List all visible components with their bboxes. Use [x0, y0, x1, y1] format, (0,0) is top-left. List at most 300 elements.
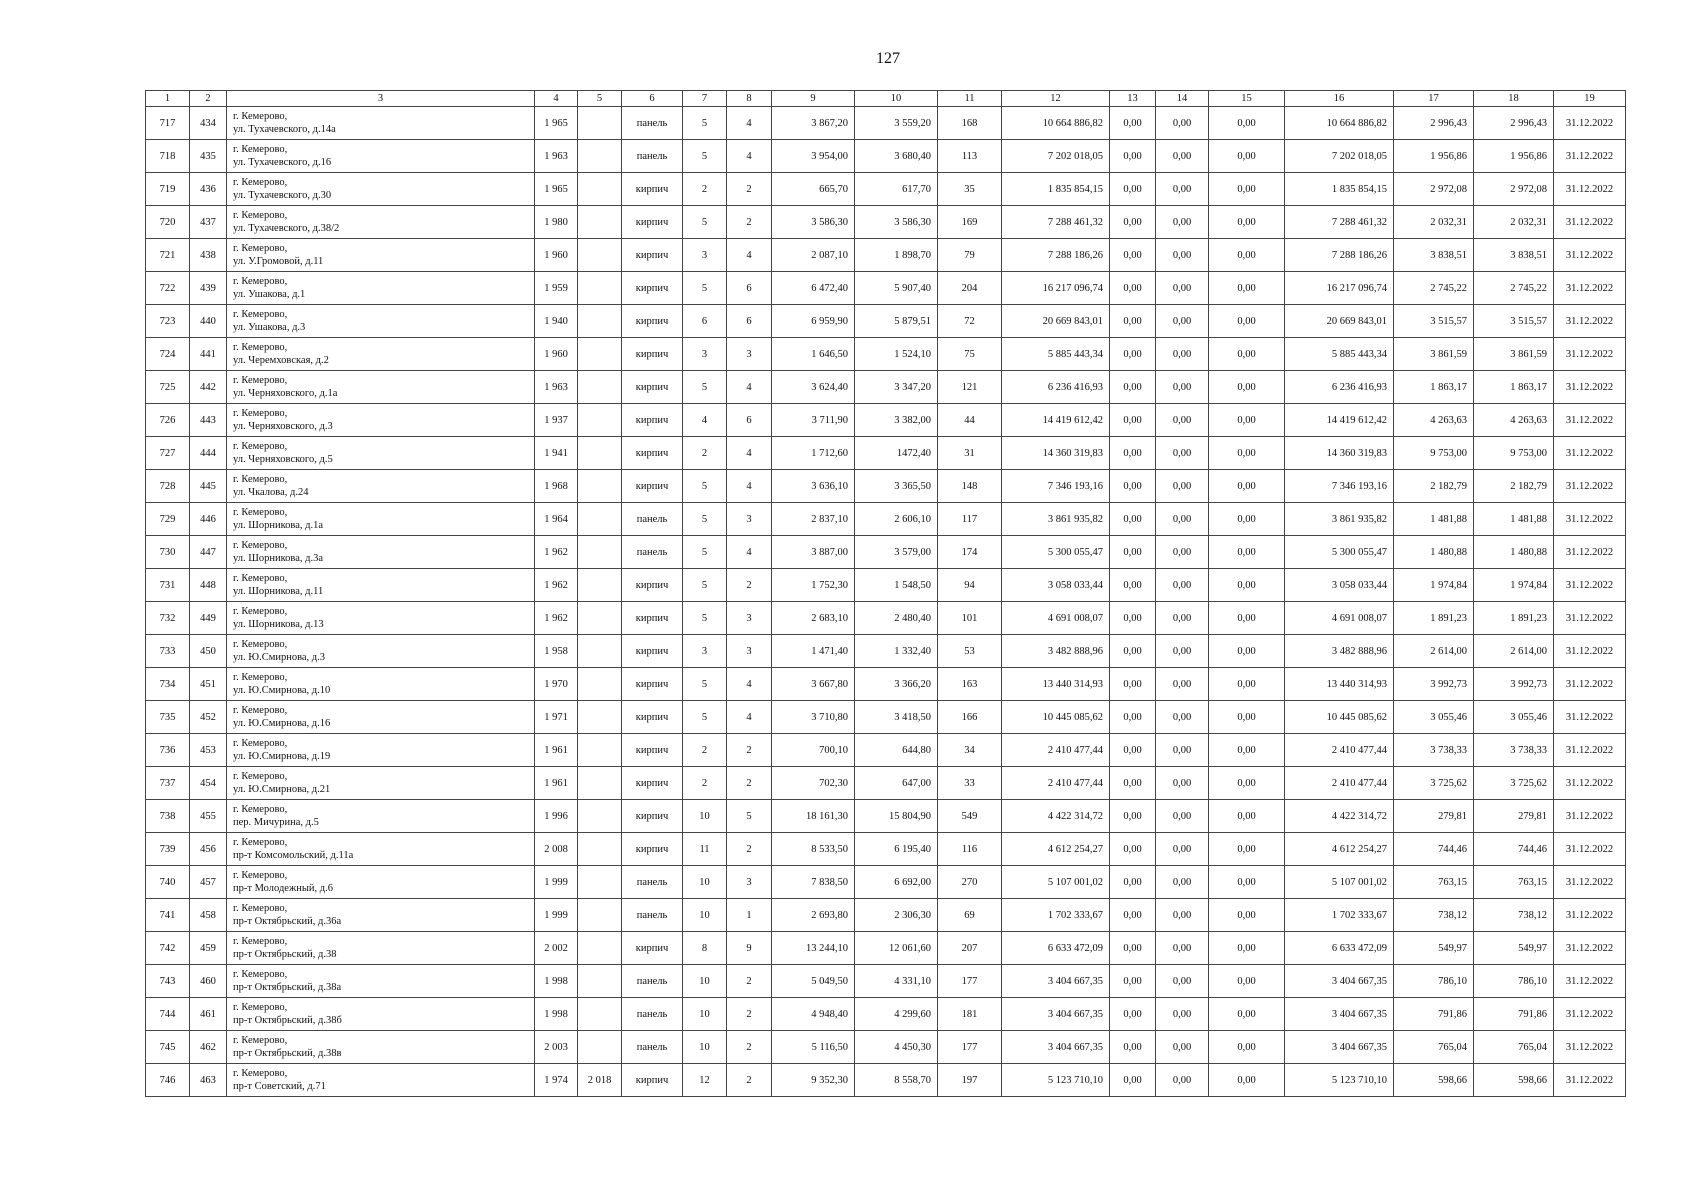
table-row	[146, 569, 1626, 602]
cell-col-11: 181	[938, 998, 1002, 1031]
address-street: пр-т Комсомольский, д.11а	[233, 850, 354, 861]
cell-col-7: 4	[683, 404, 727, 437]
cell-col-6: кирпич	[622, 470, 683, 503]
cell-col-16: 2 410 477,44	[1285, 767, 1394, 800]
cell-col-1: 726	[146, 404, 190, 437]
table-row	[146, 668, 1626, 701]
cell-col-8: 2	[727, 173, 772, 206]
table-row	[146, 767, 1626, 800]
cell-col-6: панель	[622, 536, 683, 569]
table-row	[146, 701, 1626, 734]
cell-col-6: панель	[622, 1031, 683, 1064]
cell-col-4: 2 003	[535, 1031, 578, 1064]
cell-col-7: 10	[683, 800, 727, 833]
cell-col-13: 0,00	[1110, 866, 1156, 899]
address-city: г. Кемерово,	[233, 441, 288, 452]
cell-col-5	[578, 239, 622, 272]
cell-col-14: 0,00	[1156, 404, 1209, 437]
cell-col-5	[578, 833, 622, 866]
cell-col-17: 4 263,63	[1394, 404, 1474, 437]
cell-col-9: 3 711,90	[772, 404, 855, 437]
table-row	[146, 833, 1626, 866]
cell-col-1: 743	[146, 965, 190, 998]
cell-col-10: 6 692,00	[855, 866, 938, 899]
cell-col-1: 725	[146, 371, 190, 404]
cell-col-5	[578, 338, 622, 371]
cell-col-4: 1 941	[535, 437, 578, 470]
cell-col-2: 459	[190, 932, 227, 965]
cell-col-14: 0,00	[1156, 998, 1209, 1031]
cell-col-10: 4 450,30	[855, 1031, 938, 1064]
column-header-13: 13	[1110, 91, 1156, 107]
cell-col-10: 2 306,30	[855, 899, 938, 932]
address-cell	[227, 437, 535, 470]
column-number-row	[146, 91, 1626, 107]
address-street: ул. Черняховского, д.3	[233, 421, 333, 432]
address-city: г. Кемерово,	[233, 903, 288, 914]
cell-col-9: 8 533,50	[772, 833, 855, 866]
cell-col-18: 744,46	[1474, 833, 1554, 866]
address-cell	[227, 1064, 535, 1097]
cell-col-19: 31.12.2022	[1554, 107, 1626, 140]
cell-col-14: 0,00	[1156, 899, 1209, 932]
cell-col-1: 736	[146, 734, 190, 767]
cell-col-1: 733	[146, 635, 190, 668]
cell-col-12: 3 404 667,35	[1002, 965, 1110, 998]
cell-col-15: 0,00	[1209, 833, 1285, 866]
cell-col-6: кирпич	[622, 932, 683, 965]
cell-col-1: 721	[146, 239, 190, 272]
cell-col-5	[578, 734, 622, 767]
cell-col-9: 4 948,40	[772, 998, 855, 1031]
cell-col-17: 2 032,31	[1394, 206, 1474, 239]
cell-col-12: 2 410 477,44	[1002, 734, 1110, 767]
cell-col-13: 0,00	[1110, 536, 1156, 569]
cell-col-4: 1 964	[535, 503, 578, 536]
address-city: г. Кемерово,	[233, 309, 288, 320]
address-cell	[227, 635, 535, 668]
cell-col-11: 101	[938, 602, 1002, 635]
cell-col-13: 0,00	[1110, 734, 1156, 767]
cell-col-18: 9 753,00	[1474, 437, 1554, 470]
cell-col-5	[578, 173, 622, 206]
cell-col-1: 729	[146, 503, 190, 536]
table-row	[146, 206, 1626, 239]
address-street: ул. Тухачевского, д.38/2	[233, 223, 340, 234]
cell-col-2: 438	[190, 239, 227, 272]
address-city: г. Кемерово,	[233, 672, 288, 683]
table-row	[146, 371, 1626, 404]
cell-col-13: 0,00	[1110, 635, 1156, 668]
cell-col-18: 2 032,31	[1474, 206, 1554, 239]
cell-col-6: кирпич	[622, 602, 683, 635]
address-cell	[227, 800, 535, 833]
cell-col-14: 0,00	[1156, 833, 1209, 866]
cell-col-12: 7 288 461,32	[1002, 206, 1110, 239]
cell-col-19: 31.12.2022	[1554, 701, 1626, 734]
cell-col-8: 2	[727, 965, 772, 998]
address-city: г. Кемерово,	[233, 573, 288, 584]
cell-col-14: 0,00	[1156, 1064, 1209, 1097]
address-street: пр-т Молодежный, д.6	[233, 883, 333, 894]
cell-col-9: 7 838,50	[772, 866, 855, 899]
cell-col-6: кирпич	[622, 767, 683, 800]
cell-col-15: 0,00	[1209, 272, 1285, 305]
cell-col-7: 2	[683, 437, 727, 470]
cell-col-18: 738,12	[1474, 899, 1554, 932]
table-row	[146, 239, 1626, 272]
cell-col-13: 0,00	[1110, 338, 1156, 371]
cell-col-7: 5	[683, 206, 727, 239]
cell-col-18: 3 055,46	[1474, 701, 1554, 734]
cell-col-12: 4 612 254,27	[1002, 833, 1110, 866]
cell-col-16: 3 404 667,35	[1285, 998, 1394, 1031]
column-header-14: 14	[1156, 91, 1209, 107]
cell-col-13: 0,00	[1110, 965, 1156, 998]
cell-col-1: 727	[146, 437, 190, 470]
cell-col-10: 3 366,20	[855, 668, 938, 701]
cell-col-17: 9 753,00	[1394, 437, 1474, 470]
cell-col-2: 462	[190, 1031, 227, 1064]
cell-col-17: 2 182,79	[1394, 470, 1474, 503]
cell-col-9: 2 837,10	[772, 503, 855, 536]
address-street: ул. Черемховская, д.2	[233, 355, 329, 366]
cell-col-11: 79	[938, 239, 1002, 272]
cell-col-1: 744	[146, 998, 190, 1031]
address-cell	[227, 338, 535, 371]
column-header-7: 7	[683, 91, 727, 107]
cell-col-13: 0,00	[1110, 470, 1156, 503]
cell-col-19: 31.12.2022	[1554, 998, 1626, 1031]
table-row	[146, 338, 1626, 371]
address-street: ул. Ю.Смирнова, д.21	[233, 784, 331, 795]
cell-col-12: 3 404 667,35	[1002, 998, 1110, 1031]
cell-col-18: 765,04	[1474, 1031, 1554, 1064]
cell-col-5	[578, 206, 622, 239]
table-row	[146, 899, 1626, 932]
cell-col-2: 461	[190, 998, 227, 1031]
cell-col-13: 0,00	[1110, 239, 1156, 272]
cell-col-5	[578, 602, 622, 635]
cell-col-13: 0,00	[1110, 140, 1156, 173]
table-row	[146, 932, 1626, 965]
cell-col-8: 3	[727, 338, 772, 371]
cell-col-19: 31.12.2022	[1554, 602, 1626, 635]
cell-col-11: 177	[938, 1031, 1002, 1064]
address-cell	[227, 503, 535, 536]
cell-col-11: 33	[938, 767, 1002, 800]
cell-col-9: 3 586,30	[772, 206, 855, 239]
cell-col-11: 113	[938, 140, 1002, 173]
address-street: пр-т Советский, д.71	[233, 1081, 326, 1092]
cell-col-5	[578, 371, 622, 404]
cell-col-11: 75	[938, 338, 1002, 371]
cell-col-6: кирпич	[622, 1064, 683, 1097]
address-cell	[227, 404, 535, 437]
column-header-12: 12	[1002, 91, 1110, 107]
cell-col-19: 31.12.2022	[1554, 239, 1626, 272]
cell-col-18: 2 996,43	[1474, 107, 1554, 140]
cell-col-2: 455	[190, 800, 227, 833]
cell-col-16: 7 288 461,32	[1285, 206, 1394, 239]
cell-col-1: 737	[146, 767, 190, 800]
cell-col-13: 0,00	[1110, 371, 1156, 404]
cell-col-4: 1 968	[535, 470, 578, 503]
cell-col-7: 5	[683, 602, 727, 635]
cell-col-16: 6 236 416,93	[1285, 371, 1394, 404]
address-street: ул. Черняховского, д.5	[233, 454, 333, 465]
cell-col-18: 1 974,84	[1474, 569, 1554, 602]
cell-col-8: 4	[727, 470, 772, 503]
cell-col-16: 2 410 477,44	[1285, 734, 1394, 767]
address-city: г. Кемерово,	[233, 276, 288, 287]
cell-col-17: 1 974,84	[1394, 569, 1474, 602]
cell-col-6: кирпич	[622, 272, 683, 305]
cell-col-9: 665,70	[772, 173, 855, 206]
column-header-9: 9	[772, 91, 855, 107]
cell-col-6: панель	[622, 965, 683, 998]
cell-col-10: 3 382,00	[855, 404, 938, 437]
cell-col-17: 763,15	[1394, 866, 1474, 899]
cell-col-9: 2 683,10	[772, 602, 855, 635]
cell-col-15: 0,00	[1209, 899, 1285, 932]
cell-col-16: 1 835 854,15	[1285, 173, 1394, 206]
address-city: г. Кемерово,	[233, 375, 288, 386]
address-city: г. Кемерово,	[233, 243, 288, 254]
cell-col-12: 16 217 096,74	[1002, 272, 1110, 305]
cell-col-5: 2 018	[578, 1064, 622, 1097]
cell-col-10: 3 347,20	[855, 371, 938, 404]
cell-col-15: 0,00	[1209, 866, 1285, 899]
table-row	[146, 800, 1626, 833]
cell-col-9: 3 710,80	[772, 701, 855, 734]
address-street: ул. У.Громовой, д.11	[233, 256, 324, 267]
cell-col-14: 0,00	[1156, 767, 1209, 800]
cell-col-1: 735	[146, 701, 190, 734]
cell-col-16: 10 445 085,62	[1285, 701, 1394, 734]
column-header-11: 11	[938, 91, 1002, 107]
cell-col-1: 732	[146, 602, 190, 635]
cell-col-14: 0,00	[1156, 602, 1209, 635]
cell-col-15: 0,00	[1209, 932, 1285, 965]
cell-col-7: 2	[683, 173, 727, 206]
cell-col-19: 31.12.2022	[1554, 965, 1626, 998]
cell-col-10: 5 907,40	[855, 272, 938, 305]
cell-col-18: 1 863,17	[1474, 371, 1554, 404]
address-street: ул. Чкалова, д.24	[233, 487, 309, 498]
cell-col-11: 168	[938, 107, 1002, 140]
cell-col-15: 0,00	[1209, 998, 1285, 1031]
cell-col-18: 2 972,08	[1474, 173, 1554, 206]
cell-col-2: 443	[190, 404, 227, 437]
cell-col-17: 3 055,46	[1394, 701, 1474, 734]
cell-col-4: 1 965	[535, 107, 578, 140]
cell-col-10: 3 579,00	[855, 536, 938, 569]
cell-col-8: 2	[727, 569, 772, 602]
cell-col-13: 0,00	[1110, 173, 1156, 206]
cell-col-17: 1 956,86	[1394, 140, 1474, 173]
cell-col-7: 11	[683, 833, 727, 866]
cell-col-1: 717	[146, 107, 190, 140]
cell-col-6: кирпич	[622, 206, 683, 239]
cell-col-7: 5	[683, 668, 727, 701]
cell-col-6: кирпич	[622, 404, 683, 437]
cell-col-2: 441	[190, 338, 227, 371]
address-city: г. Кемерово,	[233, 1068, 288, 1079]
address-city: г. Кемерово,	[233, 210, 288, 221]
cell-col-10: 4 299,60	[855, 998, 938, 1031]
cell-col-12: 7 202 018,05	[1002, 140, 1110, 173]
address-cell	[227, 470, 535, 503]
address-city: г. Кемерово,	[233, 969, 288, 980]
cell-col-11: 53	[938, 635, 1002, 668]
cell-col-18: 279,81	[1474, 800, 1554, 833]
cell-col-5	[578, 437, 622, 470]
address-cell	[227, 701, 535, 734]
cell-col-16: 3 404 667,35	[1285, 965, 1394, 998]
cell-col-16: 4 422 314,72	[1285, 800, 1394, 833]
cell-col-19: 31.12.2022	[1554, 668, 1626, 701]
cell-col-12: 5 123 710,10	[1002, 1064, 1110, 1097]
cell-col-8: 3	[727, 635, 772, 668]
cell-col-7: 2	[683, 734, 727, 767]
cell-col-11: 121	[938, 371, 1002, 404]
address-city: г. Кемерово,	[233, 738, 288, 749]
address-street: ул. Ушакова, д.1	[233, 289, 306, 300]
cell-col-12: 5 885 443,34	[1002, 338, 1110, 371]
cell-col-9: 3 667,80	[772, 668, 855, 701]
column-header-10: 10	[855, 91, 938, 107]
cell-col-6: кирпич	[622, 437, 683, 470]
cell-col-13: 0,00	[1110, 569, 1156, 602]
cell-col-8: 4	[727, 371, 772, 404]
cell-col-2: 437	[190, 206, 227, 239]
cell-col-2: 460	[190, 965, 227, 998]
column-header-5: 5	[578, 91, 622, 107]
cell-col-12: 20 669 843,01	[1002, 305, 1110, 338]
cell-col-8: 4	[727, 239, 772, 272]
cell-col-5	[578, 107, 622, 140]
cell-col-12: 5 300 055,47	[1002, 536, 1110, 569]
cell-col-6: панель	[622, 866, 683, 899]
cell-col-16: 5 123 710,10	[1285, 1064, 1394, 1097]
cell-col-7: 10	[683, 899, 727, 932]
address-cell	[227, 305, 535, 338]
cell-col-8: 3	[727, 866, 772, 899]
cell-col-8: 3	[727, 602, 772, 635]
cell-col-12: 3 482 888,96	[1002, 635, 1110, 668]
cell-col-18: 3 515,57	[1474, 305, 1554, 338]
cell-col-8: 4	[727, 107, 772, 140]
address-cell	[227, 173, 535, 206]
cell-col-14: 0,00	[1156, 668, 1209, 701]
cell-col-5	[578, 503, 622, 536]
cell-col-19: 31.12.2022	[1554, 1031, 1626, 1064]
cell-col-16: 5 300 055,47	[1285, 536, 1394, 569]
cell-col-5	[578, 866, 622, 899]
cell-col-10: 1 524,10	[855, 338, 938, 371]
cell-col-4: 1 974	[535, 1064, 578, 1097]
table-row	[146, 272, 1626, 305]
cell-col-7: 12	[683, 1064, 727, 1097]
cell-col-12: 7 288 186,26	[1002, 239, 1110, 272]
cell-col-16: 16 217 096,74	[1285, 272, 1394, 305]
cell-col-7: 2	[683, 767, 727, 800]
column-header-6: 6	[622, 91, 683, 107]
address-cell	[227, 998, 535, 1031]
address-street: ул. Ю.Смирнова, д.10	[233, 685, 331, 696]
cell-col-14: 0,00	[1156, 569, 1209, 602]
address-street: ул. Ушакова, д.3	[233, 322, 306, 333]
cell-col-12: 6 236 416,93	[1002, 371, 1110, 404]
cell-col-13: 0,00	[1110, 833, 1156, 866]
cell-col-14: 0,00	[1156, 107, 1209, 140]
cell-col-7: 5	[683, 371, 727, 404]
address-city: г. Кемерово,	[233, 540, 288, 551]
cell-col-15: 0,00	[1209, 305, 1285, 338]
cell-col-17: 2 614,00	[1394, 635, 1474, 668]
cell-col-4: 1 960	[535, 338, 578, 371]
cell-col-14: 0,00	[1156, 866, 1209, 899]
address-street: пр-т Октябрьский, д.38б	[233, 1015, 342, 1026]
cell-col-8: 5	[727, 800, 772, 833]
cell-col-18: 1 891,23	[1474, 602, 1554, 635]
address-cell	[227, 866, 535, 899]
address-city: г. Кемерово,	[233, 342, 288, 353]
cell-col-10: 1472,40	[855, 437, 938, 470]
cell-col-8: 6	[727, 404, 772, 437]
cell-col-7: 10	[683, 965, 727, 998]
cell-col-7: 5	[683, 569, 727, 602]
table-row	[146, 1031, 1626, 1064]
cell-col-5	[578, 470, 622, 503]
cell-col-5	[578, 998, 622, 1031]
cell-col-15: 0,00	[1209, 767, 1285, 800]
column-header-8: 8	[727, 91, 772, 107]
cell-col-18: 1 480,88	[1474, 536, 1554, 569]
cell-col-7: 10	[683, 1031, 727, 1064]
cell-col-13: 0,00	[1110, 899, 1156, 932]
table-row	[146, 998, 1626, 1031]
cell-col-12: 2 410 477,44	[1002, 767, 1110, 800]
cell-col-19: 31.12.2022	[1554, 932, 1626, 965]
cell-col-7: 5	[683, 272, 727, 305]
cell-col-1: 738	[146, 800, 190, 833]
cell-col-19: 31.12.2022	[1554, 305, 1626, 338]
cell-col-19: 31.12.2022	[1554, 569, 1626, 602]
table-row	[146, 404, 1626, 437]
cell-col-12: 6 633 472,09	[1002, 932, 1110, 965]
cell-col-5	[578, 899, 622, 932]
cell-col-18: 2 614,00	[1474, 635, 1554, 668]
cell-col-10: 4 331,10	[855, 965, 938, 998]
cell-col-11: 35	[938, 173, 1002, 206]
cell-col-18: 791,86	[1474, 998, 1554, 1031]
cell-col-11: 549	[938, 800, 1002, 833]
column-header-3: 3	[227, 91, 535, 107]
address-city: г. Кемерово,	[233, 474, 288, 485]
cell-col-14: 0,00	[1156, 239, 1209, 272]
column-header-2: 2	[190, 91, 227, 107]
cell-col-2: 457	[190, 866, 227, 899]
address-street: пр-т Октябрьский, д.38	[233, 949, 337, 960]
cell-col-11: 148	[938, 470, 1002, 503]
cell-col-15: 0,00	[1209, 701, 1285, 734]
cell-col-13: 0,00	[1110, 767, 1156, 800]
cell-col-9: 3 954,00	[772, 140, 855, 173]
column-header-19: 19	[1554, 91, 1626, 107]
cell-col-10: 3 365,50	[855, 470, 938, 503]
